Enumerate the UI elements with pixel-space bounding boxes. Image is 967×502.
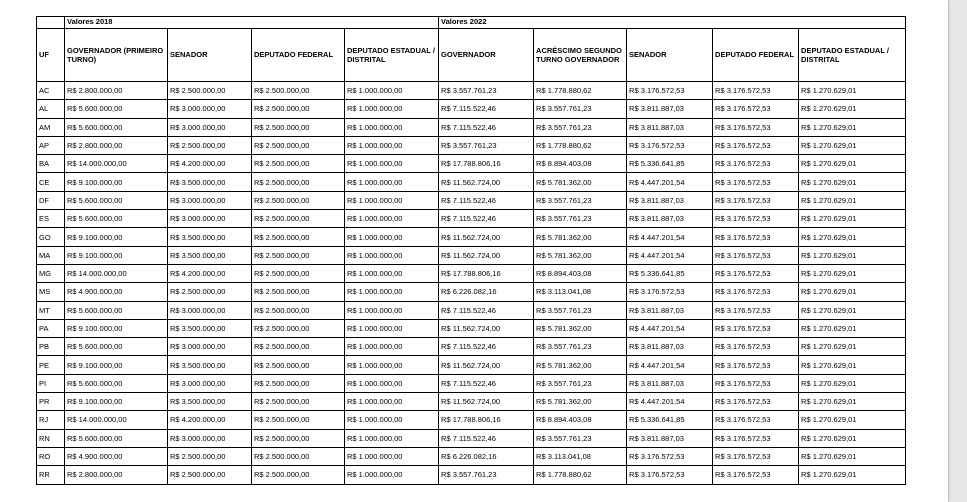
cell-governador-2018: R$ 14.000.000,00 <box>65 411 168 429</box>
table-row <box>37 173 906 191</box>
cell-acrescimo-2022: R$ 3.557.761,23 <box>534 100 627 118</box>
cell-deputado-estadual-2022: R$ 1.270.629,01 <box>799 301 906 319</box>
cell-governador-2022: R$ 6.226.082,16 <box>439 283 534 301</box>
header-governador-2022: GOVERNADOR <box>439 29 534 82</box>
cell-senador-2018: R$ 4.200.000,00 <box>168 155 252 173</box>
cell-deputado-federal-2022: R$ 3.176.572,53 <box>713 447 799 465</box>
cell-acrescimo-2022: R$ 3.557.761,23 <box>534 374 627 392</box>
cell-deputado-federal-2022: R$ 3.176.572,53 <box>713 191 799 209</box>
table-row <box>37 338 906 356</box>
cell-deputado-federal-2022: R$ 3.176.572,53 <box>713 393 799 411</box>
cell-deputado-estadual-2018: R$ 1.000.000,00 <box>345 100 439 118</box>
cell-governador-2018: R$ 14.000.000,00 <box>65 264 168 282</box>
cell-deputado-estadual-2022: R$ 1.270.629,01 <box>799 466 906 484</box>
cell-senador-2022: R$ 3.176.572,53 <box>627 283 713 301</box>
cell-governador-2022: R$ 7.115.522,46 <box>439 100 534 118</box>
header-senador-2018: SENADOR <box>168 29 252 82</box>
cell-deputado-federal-2022: R$ 3.176.572,53 <box>713 283 799 301</box>
table-row <box>37 319 906 337</box>
cell-deputado-estadual-2018: R$ 1.000.000,00 <box>345 393 439 411</box>
cell-deputado-federal-2022: R$ 3.176.572,53 <box>713 118 799 136</box>
cell-deputado-federal-2022: R$ 3.176.572,53 <box>713 228 799 246</box>
cell-deputado-estadual-2022: R$ 1.270.629,01 <box>799 228 906 246</box>
cell-deputado-estadual-2022: R$ 1.270.629,01 <box>799 283 906 301</box>
cell-deputado-federal-2018: R$ 2.500.000,00 <box>252 447 345 465</box>
cell-uf: PR <box>37 393 65 411</box>
cell-deputado-federal-2018: R$ 2.500.000,00 <box>252 374 345 392</box>
cell-governador-2018: R$ 5.600.000,00 <box>65 210 168 228</box>
cell-acrescimo-2022: R$ 5.781.362,00 <box>534 356 627 374</box>
cell-deputado-federal-2022: R$ 3.176.572,53 <box>713 82 799 100</box>
cell-governador-2022: R$ 3.557.761,23 <box>439 82 534 100</box>
header-acrescimo-2022: ACRÉSCIMO SEGUNDO TURNO GOVERNADOR <box>534 29 627 82</box>
cell-deputado-federal-2018: R$ 2.500.000,00 <box>252 411 345 429</box>
cell-senador-2022: R$ 3.176.572,53 <box>627 447 713 465</box>
group-2018: Valores 2018 <box>65 17 439 29</box>
cell-senador-2022: R$ 3.811.887,03 <box>627 338 713 356</box>
cell-senador-2022: R$ 3.811.887,03 <box>627 210 713 228</box>
cell-governador-2022: R$ 7.115.522,46 <box>439 191 534 209</box>
cell-senador-2022: R$ 3.811.887,03 <box>627 100 713 118</box>
cell-deputado-federal-2018: R$ 2.500.000,00 <box>252 356 345 374</box>
cell-senador-2018: R$ 3.000.000,00 <box>168 118 252 136</box>
cell-senador-2018: R$ 4.200.000,00 <box>168 264 252 282</box>
cell-governador-2018: R$ 2.800.000,00 <box>65 136 168 154</box>
header-governador-2018: GOVERNADOR (PRIMEIRO TURNO) <box>65 29 168 82</box>
cell-deputado-estadual-2018: R$ 1.000.000,00 <box>345 338 439 356</box>
cell-deputado-federal-2018: R$ 2.500.000,00 <box>252 466 345 484</box>
table-row <box>37 136 906 154</box>
empty-corner-cell <box>37 17 65 29</box>
cell-deputado-federal-2018: R$ 2.500.000,00 <box>252 283 345 301</box>
cell-deputado-federal-2022: R$ 3.176.572,53 <box>713 210 799 228</box>
cell-governador-2018: R$ 2.800.000,00 <box>65 466 168 484</box>
cell-senador-2018: R$ 3.000.000,00 <box>168 429 252 447</box>
cell-deputado-estadual-2018: R$ 1.000.000,00 <box>345 429 439 447</box>
cell-senador-2018: R$ 3.500.000,00 <box>168 173 252 191</box>
cell-governador-2018: R$ 5.600.000,00 <box>65 191 168 209</box>
column-header-row <box>37 29 906 82</box>
header-deputado-estadual-2022: DEPUTADO ESTADUAL / DISTRITAL <box>799 29 906 82</box>
cell-senador-2022: R$ 3.176.572,53 <box>627 82 713 100</box>
cell-deputado-federal-2018: R$ 2.500.000,00 <box>252 246 345 264</box>
cell-uf: RJ <box>37 411 65 429</box>
cell-governador-2022: R$ 11.562.724,00 <box>439 319 534 337</box>
cell-uf: AP <box>37 136 65 154</box>
cell-uf: RO <box>37 447 65 465</box>
cell-senador-2018: R$ 3.500.000,00 <box>168 319 252 337</box>
table-row <box>37 264 906 282</box>
header-deputado-federal-2022: DEPUTADO FEDERAL <box>713 29 799 82</box>
cell-uf: RN <box>37 429 65 447</box>
cell-governador-2022: R$ 6.226.082,16 <box>439 447 534 465</box>
cell-acrescimo-2022: R$ 8.894.403,08 <box>534 155 627 173</box>
cell-deputado-estadual-2022: R$ 1.270.629,01 <box>799 393 906 411</box>
table-row <box>37 118 906 136</box>
cell-uf: PI <box>37 374 65 392</box>
cell-senador-2022: R$ 5.336.641,85 <box>627 155 713 173</box>
table-row <box>37 411 906 429</box>
cell-senador-2018: R$ 3.000.000,00 <box>168 100 252 118</box>
table-row <box>37 228 906 246</box>
cell-deputado-federal-2018: R$ 2.500.000,00 <box>252 82 345 100</box>
cell-uf: PE <box>37 356 65 374</box>
cell-deputado-estadual-2018: R$ 1.000.000,00 <box>345 411 439 429</box>
cell-senador-2022: R$ 3.811.887,03 <box>627 118 713 136</box>
cell-governador-2018: R$ 9.100.000,00 <box>65 246 168 264</box>
cell-deputado-federal-2022: R$ 3.176.572,53 <box>713 155 799 173</box>
table-row <box>37 283 906 301</box>
cell-governador-2022: R$ 7.115.522,46 <box>439 374 534 392</box>
cell-acrescimo-2022: R$ 1.778.880,62 <box>534 136 627 154</box>
cell-senador-2018: R$ 2.500.000,00 <box>168 283 252 301</box>
cell-senador-2018: R$ 3.000.000,00 <box>168 191 252 209</box>
cell-deputado-federal-2018: R$ 2.500.000,00 <box>252 301 345 319</box>
header-uf: UF <box>37 29 65 82</box>
cell-governador-2022: R$ 7.115.522,46 <box>439 301 534 319</box>
cell-senador-2018: R$ 4.200.000,00 <box>168 411 252 429</box>
cell-acrescimo-2022: R$ 5.781.362,00 <box>534 319 627 337</box>
cell-deputado-federal-2018: R$ 2.500.000,00 <box>252 393 345 411</box>
cell-senador-2018: R$ 3.500.000,00 <box>168 393 252 411</box>
cell-acrescimo-2022: R$ 3.557.761,23 <box>534 191 627 209</box>
cell-governador-2018: R$ 5.600.000,00 <box>65 100 168 118</box>
table-row <box>37 155 906 173</box>
cell-deputado-estadual-2018: R$ 1.000.000,00 <box>345 447 439 465</box>
cell-governador-2022: R$ 7.115.522,46 <box>439 118 534 136</box>
cell-deputado-estadual-2022: R$ 1.270.629,01 <box>799 429 906 447</box>
cell-acrescimo-2022: R$ 3.557.761,23 <box>534 301 627 319</box>
cell-deputado-federal-2018: R$ 2.500.000,00 <box>252 264 345 282</box>
cell-deputado-federal-2022: R$ 3.176.572,53 <box>713 100 799 118</box>
cell-deputado-federal-2018: R$ 2.500.000,00 <box>252 210 345 228</box>
cell-deputado-federal-2022: R$ 3.176.572,53 <box>713 356 799 374</box>
cell-deputado-federal-2018: R$ 2.500.000,00 <box>252 191 345 209</box>
cell-deputado-federal-2022: R$ 3.176.572,53 <box>713 136 799 154</box>
cell-senador-2018: R$ 3.500.000,00 <box>168 356 252 374</box>
cell-senador-2022: R$ 5.336.641,85 <box>627 411 713 429</box>
cell-uf: AL <box>37 100 65 118</box>
cell-deputado-estadual-2018: R$ 1.000.000,00 <box>345 173 439 191</box>
cell-governador-2018: R$ 9.100.000,00 <box>65 356 168 374</box>
cell-deputado-federal-2022: R$ 3.176.572,53 <box>713 301 799 319</box>
cell-governador-2022: R$ 17.788.806,16 <box>439 155 534 173</box>
cell-deputado-estadual-2018: R$ 1.000.000,00 <box>345 466 439 484</box>
cell-deputado-estadual-2018: R$ 1.000.000,00 <box>345 374 439 392</box>
cell-uf: GO <box>37 228 65 246</box>
cell-governador-2018: R$ 4.900.000,00 <box>65 283 168 301</box>
cell-senador-2022: R$ 4.447.201,54 <box>627 173 713 191</box>
cell-deputado-estadual-2018: R$ 1.000.000,00 <box>345 136 439 154</box>
cell-acrescimo-2022: R$ 3.113.041,08 <box>534 447 627 465</box>
cell-senador-2022: R$ 4.447.201,54 <box>627 246 713 264</box>
cell-deputado-estadual-2018: R$ 1.000.000,00 <box>345 210 439 228</box>
cell-governador-2018: R$ 5.600.000,00 <box>65 374 168 392</box>
cell-governador-2022: R$ 11.562.724,00 <box>439 246 534 264</box>
cell-uf: BA <box>37 155 65 173</box>
cell-governador-2018: R$ 14.000.000,00 <box>65 155 168 173</box>
cell-senador-2018: R$ 2.500.000,00 <box>168 136 252 154</box>
cell-senador-2018: R$ 2.500.000,00 <box>168 82 252 100</box>
cell-governador-2022: R$ 11.562.724,00 <box>439 173 534 191</box>
cell-deputado-estadual-2018: R$ 1.000.000,00 <box>345 155 439 173</box>
cell-acrescimo-2022: R$ 3.113.041,08 <box>534 283 627 301</box>
header-deputado-federal-2018: DEPUTADO FEDERAL <box>252 29 345 82</box>
campaign-limits-table <box>36 16 906 485</box>
cell-senador-2018: R$ 3.000.000,00 <box>168 210 252 228</box>
cell-deputado-estadual-2022: R$ 1.270.629,01 <box>799 319 906 337</box>
cell-deputado-federal-2018: R$ 2.500.000,00 <box>252 173 345 191</box>
cell-deputado-estadual-2018: R$ 1.000.000,00 <box>345 319 439 337</box>
cell-deputado-estadual-2018: R$ 1.000.000,00 <box>345 356 439 374</box>
cell-senador-2022: R$ 3.811.887,03 <box>627 374 713 392</box>
cell-acrescimo-2022: R$ 5.781.362,00 <box>534 246 627 264</box>
cell-deputado-estadual-2022: R$ 1.270.629,01 <box>799 136 906 154</box>
cell-deputado-estadual-2022: R$ 1.270.629,01 <box>799 118 906 136</box>
cell-uf: MA <box>37 246 65 264</box>
cell-deputado-estadual-2022: R$ 1.270.629,01 <box>799 264 906 282</box>
cell-uf: PA <box>37 319 65 337</box>
cell-senador-2022: R$ 3.176.572,53 <box>627 136 713 154</box>
cell-deputado-federal-2022: R$ 3.176.572,53 <box>713 246 799 264</box>
cell-governador-2018: R$ 5.600.000,00 <box>65 301 168 319</box>
cell-deputado-federal-2022: R$ 3.176.572,53 <box>713 264 799 282</box>
cell-deputado-estadual-2022: R$ 1.270.629,01 <box>799 338 906 356</box>
cell-deputado-federal-2018: R$ 2.500.000,00 <box>252 228 345 246</box>
cell-deputado-estadual-2018: R$ 1.000.000,00 <box>345 283 439 301</box>
cell-senador-2022: R$ 3.176.572,53 <box>627 466 713 484</box>
cell-uf: MT <box>37 301 65 319</box>
cell-deputado-federal-2022: R$ 3.176.572,53 <box>713 466 799 484</box>
cell-governador-2022: R$ 3.557.761,23 <box>439 466 534 484</box>
group-header-row <box>37 17 906 29</box>
cell-acrescimo-2022: R$ 8.894.403,08 <box>534 264 627 282</box>
table-row <box>37 374 906 392</box>
cell-senador-2022: R$ 3.811.887,03 <box>627 301 713 319</box>
cell-deputado-estadual-2022: R$ 1.270.629,01 <box>799 82 906 100</box>
cell-governador-2018: R$ 9.100.000,00 <box>65 173 168 191</box>
cell-deputado-estadual-2018: R$ 1.000.000,00 <box>345 228 439 246</box>
cell-senador-2018: R$ 3.000.000,00 <box>168 374 252 392</box>
table-row <box>37 82 906 100</box>
cell-deputado-federal-2022: R$ 3.176.572,53 <box>713 411 799 429</box>
cell-acrescimo-2022: R$ 3.557.761,23 <box>534 118 627 136</box>
cell-uf: DF <box>37 191 65 209</box>
cell-acrescimo-2022: R$ 8.894.403,08 <box>534 411 627 429</box>
cell-uf: RR <box>37 466 65 484</box>
cell-governador-2018: R$ 5.600.000,00 <box>65 118 168 136</box>
cell-senador-2022: R$ 5.336.641,85 <box>627 264 713 282</box>
cell-senador-2022: R$ 4.447.201,54 <box>627 228 713 246</box>
cell-governador-2022: R$ 11.562.724,00 <box>439 356 534 374</box>
viewer-background <box>950 0 967 502</box>
cell-governador-2022: R$ 17.788.806,16 <box>439 411 534 429</box>
cell-deputado-federal-2018: R$ 2.500.000,00 <box>252 100 345 118</box>
cell-deputado-estadual-2018: R$ 1.000.000,00 <box>345 191 439 209</box>
table-row <box>37 393 906 411</box>
table-row <box>37 447 906 465</box>
cell-deputado-estadual-2022: R$ 1.270.629,01 <box>799 210 906 228</box>
cell-governador-2018: R$ 9.100.000,00 <box>65 319 168 337</box>
table-row <box>37 356 906 374</box>
cell-acrescimo-2022: R$ 3.557.761,23 <box>534 338 627 356</box>
cell-acrescimo-2022: R$ 3.557.761,23 <box>534 429 627 447</box>
table-row <box>37 429 906 447</box>
cell-deputado-federal-2022: R$ 3.176.572,53 <box>713 173 799 191</box>
cell-acrescimo-2022: R$ 3.557.761,23 <box>534 210 627 228</box>
cell-senador-2018: R$ 2.500.000,00 <box>168 447 252 465</box>
cell-deputado-estadual-2022: R$ 1.270.629,01 <box>799 191 906 209</box>
cell-uf: PB <box>37 338 65 356</box>
cell-acrescimo-2022: R$ 5.781.362,00 <box>534 393 627 411</box>
cell-governador-2022: R$ 7.115.522,46 <box>439 210 534 228</box>
cell-deputado-estadual-2018: R$ 1.000.000,00 <box>345 82 439 100</box>
table-row <box>37 100 906 118</box>
cell-governador-2018: R$ 5.600.000,00 <box>65 338 168 356</box>
cell-governador-2018: R$ 5.600.000,00 <box>65 429 168 447</box>
cell-deputado-estadual-2022: R$ 1.270.629,01 <box>799 173 906 191</box>
table-row <box>37 210 906 228</box>
header-deputado-estadual-2018: DEPUTADO ESTADUAL / DISTRITAL <box>345 29 439 82</box>
cell-deputado-federal-2018: R$ 2.500.000,00 <box>252 338 345 356</box>
table-row <box>37 191 906 209</box>
cell-acrescimo-2022: R$ 5.781.362,00 <box>534 173 627 191</box>
cell-deputado-estadual-2022: R$ 1.270.629,01 <box>799 356 906 374</box>
cell-deputado-federal-2022: R$ 3.176.572,53 <box>713 338 799 356</box>
cell-acrescimo-2022: R$ 1.778.880,62 <box>534 466 627 484</box>
cell-deputado-federal-2018: R$ 2.500.000,00 <box>252 319 345 337</box>
cell-governador-2018: R$ 4.900.000,00 <box>65 447 168 465</box>
cell-senador-2018: R$ 3.500.000,00 <box>168 228 252 246</box>
cell-governador-2018: R$ 9.100.000,00 <box>65 393 168 411</box>
cell-deputado-federal-2022: R$ 3.176.572,53 <box>713 429 799 447</box>
cell-uf: ES <box>37 210 65 228</box>
cell-deputado-federal-2018: R$ 2.500.000,00 <box>252 136 345 154</box>
cell-governador-2022: R$ 11.562.724,00 <box>439 393 534 411</box>
cell-deputado-federal-2022: R$ 3.176.572,53 <box>713 319 799 337</box>
table-row <box>37 466 906 484</box>
cell-governador-2018: R$ 2.800.000,00 <box>65 82 168 100</box>
header-senador-2022: SENADOR <box>627 29 713 82</box>
cell-uf: AC <box>37 82 65 100</box>
cell-governador-2022: R$ 17.788.806,16 <box>439 264 534 282</box>
cell-senador-2018: R$ 3.000.000,00 <box>168 301 252 319</box>
group-2022: Valores 2022 <box>439 17 906 29</box>
cell-deputado-estadual-2022: R$ 1.270.629,01 <box>799 155 906 173</box>
cell-senador-2022: R$ 4.447.201,54 <box>627 356 713 374</box>
cell-senador-2022: R$ 3.811.887,03 <box>627 191 713 209</box>
cell-deputado-estadual-2022: R$ 1.270.629,01 <box>799 374 906 392</box>
cell-deputado-federal-2018: R$ 2.500.000,00 <box>252 118 345 136</box>
cell-governador-2022: R$ 3.557.761,23 <box>439 136 534 154</box>
cell-deputado-estadual-2022: R$ 1.270.629,01 <box>799 447 906 465</box>
cell-deputado-estadual-2022: R$ 1.270.629,01 <box>799 411 906 429</box>
table-body <box>37 82 906 485</box>
cell-senador-2018: R$ 3.500.000,00 <box>168 246 252 264</box>
cell-deputado-estadual-2018: R$ 1.000.000,00 <box>345 301 439 319</box>
cell-deputado-estadual-2018: R$ 1.000.000,00 <box>345 246 439 264</box>
cell-deputado-estadual-2022: R$ 1.270.629,01 <box>799 246 906 264</box>
cell-uf: AM <box>37 118 65 136</box>
table-row <box>37 246 906 264</box>
cell-acrescimo-2022: R$ 1.778.880,62 <box>534 82 627 100</box>
cell-uf: CE <box>37 173 65 191</box>
cell-senador-2018: R$ 2.500.000,00 <box>168 466 252 484</box>
cell-uf: MS <box>37 283 65 301</box>
cell-deputado-federal-2022: R$ 3.176.572,53 <box>713 374 799 392</box>
cell-deputado-federal-2018: R$ 2.500.000,00 <box>252 429 345 447</box>
cell-deputado-estadual-2022: R$ 1.270.629,01 <box>799 100 906 118</box>
cell-governador-2022: R$ 7.115.522,46 <box>439 429 534 447</box>
cell-governador-2022: R$ 11.562.724,00 <box>439 228 534 246</box>
cell-governador-2022: R$ 7.115.522,46 <box>439 338 534 356</box>
cell-acrescimo-2022: R$ 5.781.362,00 <box>534 228 627 246</box>
table-row <box>37 301 906 319</box>
cell-senador-2018: R$ 3.000.000,00 <box>168 338 252 356</box>
cell-senador-2022: R$ 4.447.201,54 <box>627 393 713 411</box>
cell-governador-2018: R$ 9.100.000,00 <box>65 228 168 246</box>
cell-deputado-estadual-2018: R$ 1.000.000,00 <box>345 264 439 282</box>
cell-deputado-estadual-2018: R$ 1.000.000,00 <box>345 118 439 136</box>
cell-senador-2022: R$ 3.811.887,03 <box>627 429 713 447</box>
cell-senador-2022: R$ 4.447.201,54 <box>627 319 713 337</box>
cell-uf: MG <box>37 264 65 282</box>
cell-deputado-federal-2018: R$ 2.500.000,00 <box>252 155 345 173</box>
